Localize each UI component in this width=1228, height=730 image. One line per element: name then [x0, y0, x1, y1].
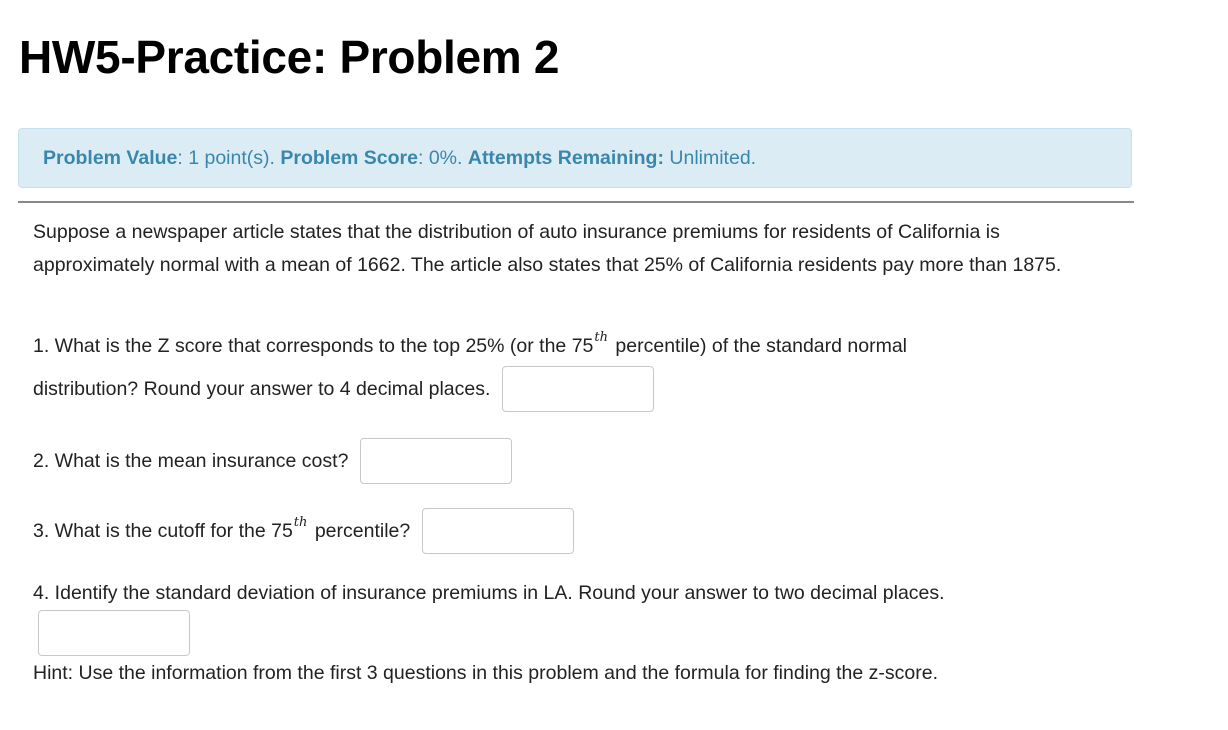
problem-value-label: Problem Value: [43, 146, 178, 169]
question-4-text: 4. Identify the standard deviation of insurance premiums in LA. Round your answer to two decimal places.: [33, 582, 945, 604]
question-1-line-1: [33, 330, 907, 358]
question-3-text-before: 3. What is the cutoff for the 75: [33, 519, 293, 542]
answer-input-4[interactable]: [38, 610, 190, 656]
question-1-text-line-2: distribution? Round your answer to 4 decimal places.: [33, 377, 491, 400]
question-4-line: [33, 582, 945, 605]
question-3-superscript: th: [293, 514, 308, 530]
attempts-remaining-label: Attempts Remaining:: [467, 146, 664, 169]
divider: [18, 201, 1134, 203]
question-3-text-after: percentile?: [309, 519, 411, 542]
problem-intro: Suppose a newspaper article states that the distribution of auto insurance premiums for residents of California is approximately normal with a mean of 1662. The article also states that 25% of California residents pay more than 1875.: [33, 221, 1062, 276]
question-1-line-2: [33, 366, 654, 412]
question-1-text-after: percentile) of the standard normal: [610, 335, 907, 357]
page-title: HW5-Practice: Problem 2: [19, 31, 560, 83]
question-3-line: [33, 508, 574, 554]
question-2-line: [33, 438, 512, 484]
attempts-remaining-text: Unlimited.: [663, 146, 757, 169]
answer-input-3[interactable]: [422, 508, 574, 554]
question-1-superscript: th: [594, 330, 608, 345]
problem-info-box: [18, 128, 1132, 188]
hint-line: [33, 662, 938, 685]
answer-input-1[interactable]: [502, 366, 654, 412]
answer-input-2[interactable]: [360, 438, 512, 484]
question-2-text: 2. What is the mean insurance cost?: [33, 449, 349, 472]
problem-value-text: : 1 point(s).: [177, 146, 281, 169]
hint-text: Hint: Use the information from the first 3 questions in this problem and the formula for finding the z-score.: [33, 662, 939, 684]
question-1-text-before: 1. What is the Z score that corresponds to the top 25% (or the 75: [33, 335, 594, 357]
problem-score-text: : 0%.: [418, 146, 468, 169]
problem-score-label: Problem Score: [280, 146, 418, 169]
